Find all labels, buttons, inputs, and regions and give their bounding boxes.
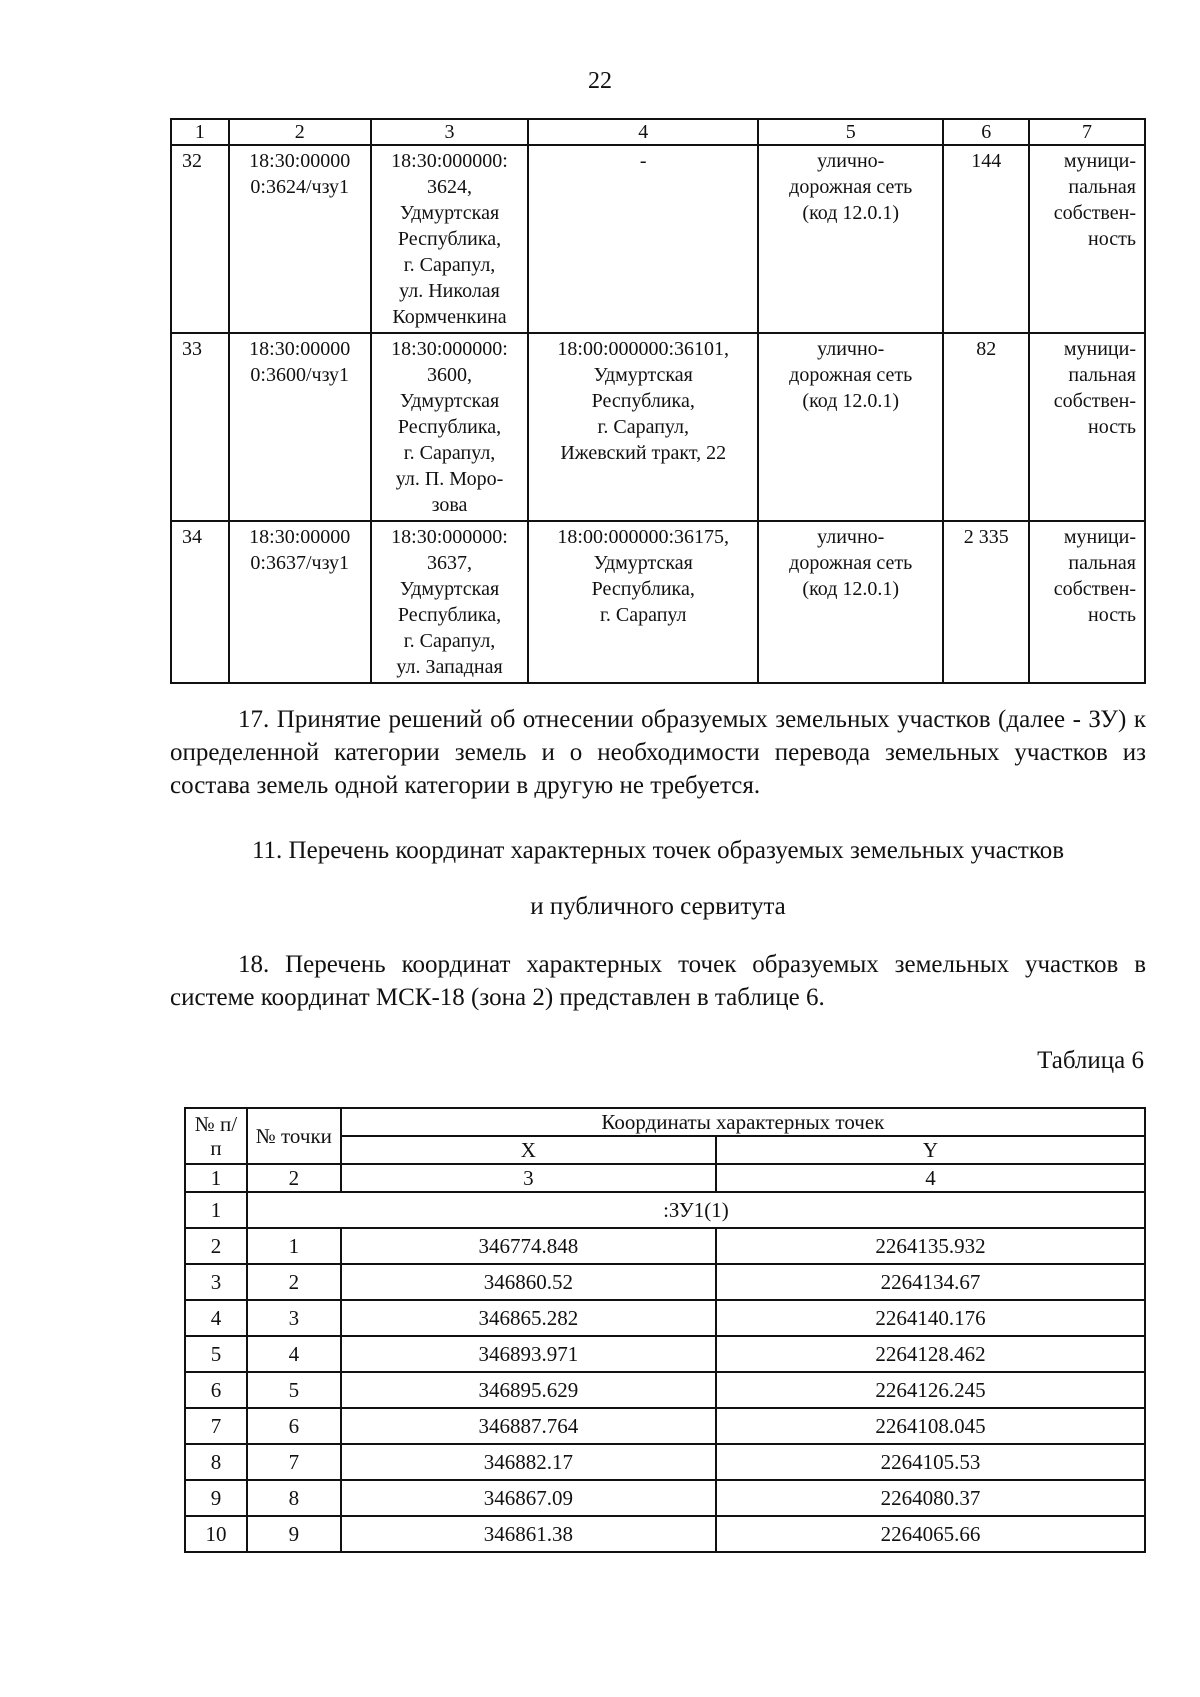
x-coordinate-cell: 346865.282: [341, 1300, 716, 1336]
land-table-header-cell: 7: [1029, 119, 1145, 145]
cell-line: (код 12.0.1): [802, 578, 900, 600]
table-row: [185, 1372, 1145, 1408]
coordinates-table: [184, 1107, 1146, 1553]
point-number-cell: 6: [247, 1408, 341, 1444]
cell-line: 18:30:000000:: [391, 338, 508, 360]
cell-line: улично-: [817, 150, 885, 172]
paragraph-17: 17. Принятие решений об отнесении образуемых земельных участков (далее - ЗУ) к определенной категории земель и о необходимости перевода земельных участков из состава земель одной категории в другую не требуется.: [170, 706, 1146, 799]
header-row-number: № п/п: [185, 1108, 247, 1164]
plot-id-cell: [229, 333, 371, 521]
coords-group-row: [185, 1192, 1145, 1228]
y-coordinate-cell: 2264128.462: [716, 1336, 1145, 1372]
paragraph-18: 18. Перечень координат характерных точек образуемых земельных участков в системе координат МСК-18 (зона 2) представлен в таблице 6.: [170, 951, 1146, 1011]
cell-line: 3600,: [427, 364, 473, 386]
point-number-cell: 8: [247, 1480, 341, 1516]
ownership-cell: [1029, 333, 1145, 521]
cell-line: 18:30:00000: [249, 526, 351, 548]
plot-id-cell: [229, 145, 371, 333]
y-coordinate-cell: 2264135.932: [716, 1228, 1145, 1264]
land-table-body: [171, 145, 1145, 683]
point-number-cell: 7: [247, 1444, 341, 1480]
y-coordinate-cell: 2264108.045: [716, 1408, 1145, 1444]
group-row-number: 1: [185, 1192, 247, 1228]
x-coordinate-cell: 346893.971: [341, 1336, 716, 1372]
cell-line: муници-: [1063, 526, 1136, 548]
table-row: [171, 333, 1145, 521]
page-number: 22: [588, 68, 612, 94]
table-row: [185, 1228, 1145, 1264]
cell-line: ность: [1088, 228, 1136, 250]
table-row: [185, 1264, 1145, 1300]
column-number: 1: [185, 1164, 247, 1192]
x-coordinate-cell: 346882.17: [341, 1444, 716, 1480]
cell-line: г. Сарапул,: [597, 416, 690, 438]
cell-line: Республика,: [397, 416, 502, 438]
row-number-cell: 3: [185, 1264, 247, 1300]
cell-line: 18:30:000000:: [391, 526, 508, 548]
header-y: Y: [716, 1136, 1145, 1164]
address-cell: [528, 145, 758, 333]
cell-line: (код 12.0.1): [802, 390, 900, 412]
cell-line: Республика,: [397, 604, 502, 626]
y-coordinate-cell: 2264105.53: [716, 1444, 1145, 1480]
table-row: [185, 1444, 1145, 1480]
x-coordinate-cell: 346887.764: [341, 1408, 716, 1444]
cell-line: Республика,: [591, 578, 695, 600]
cell-line: -: [639, 150, 647, 172]
column-number: 3: [341, 1164, 716, 1192]
cell-line: г. Сарапул,: [403, 254, 496, 276]
cell-line: 0:3600/чзу1: [250, 364, 350, 386]
row-number-cell: 10: [185, 1516, 247, 1552]
column-number: 2: [247, 1164, 341, 1192]
cell-line: г. Сарапул: [599, 604, 687, 626]
cell-line: 3624,: [427, 176, 473, 198]
cell-line: пальная: [1068, 176, 1136, 198]
cell-line: пальная: [1068, 552, 1136, 574]
table-row: [185, 1336, 1145, 1372]
table-row: [185, 1516, 1145, 1552]
permitted-use-cell: [758, 333, 943, 521]
cell-line: пальная: [1068, 364, 1136, 386]
point-number-cell: 1: [247, 1228, 341, 1264]
table-6-caption: Таблица 6: [1037, 1047, 1144, 1074]
cell-line: дорожная сеть: [789, 552, 913, 574]
coords-table-body: [185, 1228, 1145, 1552]
point-number-cell: 9: [247, 1516, 341, 1552]
land-table-header-cell: 5: [758, 119, 943, 145]
cell-line: ность: [1088, 416, 1136, 438]
address-cell: [528, 333, 758, 521]
y-coordinate-cell: 2264126.245: [716, 1372, 1145, 1408]
cell-line: собствен-: [1053, 202, 1136, 224]
land-table-header-row: [171, 119, 1145, 145]
section-heading-line1: 11. Перечень координат характерных точек образуемых земельных участков: [251, 837, 1065, 864]
point-number-cell: 3: [247, 1300, 341, 1336]
header-coordinates: Координаты характерных точек: [341, 1108, 1145, 1136]
point-number-cell: 4: [247, 1336, 341, 1372]
source-plot-cell: [371, 333, 529, 521]
cell-line: 3637,: [427, 552, 473, 574]
row-number-cell: 34: [171, 521, 229, 683]
row-number-cell: 33: [171, 333, 229, 521]
cell-line: ул. Николая: [399, 280, 500, 302]
source-plot-cell: [371, 145, 529, 333]
cell-line: Республика,: [591, 390, 695, 412]
cell-line: Удмуртская: [399, 578, 500, 600]
y-coordinate-cell: 2264140.176: [716, 1300, 1145, 1336]
cell-line: 18:30:000000:: [391, 150, 508, 172]
cell-line: 0:3637/чзу1: [250, 552, 350, 574]
point-number-cell: 5: [247, 1372, 341, 1408]
area-cell: 2 335: [943, 521, 1029, 683]
table-row: [185, 1408, 1145, 1444]
cell-line: г. Сарапул,: [403, 442, 496, 464]
area-cell: 144: [943, 145, 1029, 333]
area-cell: 82: [943, 333, 1029, 521]
header-point-number: № точки: [247, 1108, 341, 1164]
x-coordinate-cell: 346867.09: [341, 1480, 716, 1516]
table-row: [171, 145, 1145, 333]
y-coordinate-cell: 2264080.37: [716, 1480, 1145, 1516]
x-coordinate-cell: 346774.848: [341, 1228, 716, 1264]
cell-line: собствен-: [1053, 578, 1136, 600]
cell-line: собствен-: [1053, 390, 1136, 412]
table-row: [185, 1480, 1145, 1516]
cell-line: Удмуртская: [593, 552, 693, 574]
cell-line: (код 12.0.1): [802, 202, 900, 224]
cell-line: Кормченкина: [392, 306, 507, 328]
table-row: [171, 521, 1145, 683]
row-number-cell: 32: [171, 145, 229, 333]
cell-line: зова: [431, 494, 468, 516]
cell-line: дорожная сеть: [789, 176, 913, 198]
row-number-cell: 7: [185, 1408, 247, 1444]
plot-id-cell: [229, 521, 371, 683]
row-number-cell: 4: [185, 1300, 247, 1336]
land-table-header-cell: 3: [371, 119, 529, 145]
x-coordinate-cell: 346860.52: [341, 1264, 716, 1300]
cell-line: 18:00:000000:36175,: [557, 526, 730, 548]
row-number-cell: 2: [185, 1228, 247, 1264]
source-plot-cell: [371, 521, 529, 683]
cell-line: Ижевский тракт, 22: [560, 442, 727, 464]
row-number-cell: 5: [185, 1336, 247, 1372]
permitted-use-cell: [758, 521, 943, 683]
land-table-header-cell: 4: [528, 119, 758, 145]
header-x: X: [341, 1136, 716, 1164]
cell-line: Удмуртская: [399, 390, 500, 412]
row-number-cell: 6: [185, 1372, 247, 1408]
land-table-header-cell: 1: [171, 119, 229, 145]
x-coordinate-cell: 346861.38: [341, 1516, 716, 1552]
cell-line: Республика,: [397, 228, 502, 250]
permitted-use-cell: [758, 145, 943, 333]
coords-header-row: [185, 1108, 1145, 1136]
section-heading-line2: и публичного сервитута: [530, 893, 786, 920]
cell-line: муници-: [1063, 150, 1136, 172]
cell-line: ул. П. Моро-: [395, 468, 504, 490]
land-plots-table: [170, 118, 1146, 684]
cell-line: улично-: [817, 338, 885, 360]
ownership-cell: [1029, 145, 1145, 333]
cell-line: 0:3624/чзу1: [250, 176, 350, 198]
cell-line: Удмуртская: [399, 202, 500, 224]
column-number: 4: [716, 1164, 1145, 1192]
point-number-cell: 2: [247, 1264, 341, 1300]
cell-line: 18:30:00000: [249, 150, 351, 172]
land-table-header-cell: 6: [943, 119, 1029, 145]
cell-line: Удмуртская: [593, 364, 693, 386]
x-coordinate-cell: 346895.629: [341, 1372, 716, 1408]
land-table-header-cell: 2: [229, 119, 371, 145]
y-coordinate-cell: 2264065.66: [716, 1516, 1145, 1552]
coords-column-numbers-row: [185, 1164, 1145, 1192]
cell-line: муници-: [1063, 338, 1136, 360]
group-label: :ЗУ1(1): [247, 1192, 1145, 1228]
cell-line: ул. Западная: [396, 656, 503, 678]
ownership-cell: [1029, 521, 1145, 683]
cell-line: г. Сарапул,: [403, 630, 496, 652]
cell-line: дорожная сеть: [789, 364, 913, 386]
cell-line: 18:00:000000:36101,: [557, 338, 730, 360]
row-number-cell: 9: [185, 1480, 247, 1516]
y-coordinate-cell: 2264134.67: [716, 1264, 1145, 1300]
address-cell: [528, 521, 758, 683]
cell-line: улично-: [817, 526, 885, 548]
table-row: [185, 1300, 1145, 1336]
cell-line: ность: [1088, 604, 1136, 626]
cell-line: 18:30:00000: [249, 338, 351, 360]
row-number-cell: 8: [185, 1444, 247, 1480]
